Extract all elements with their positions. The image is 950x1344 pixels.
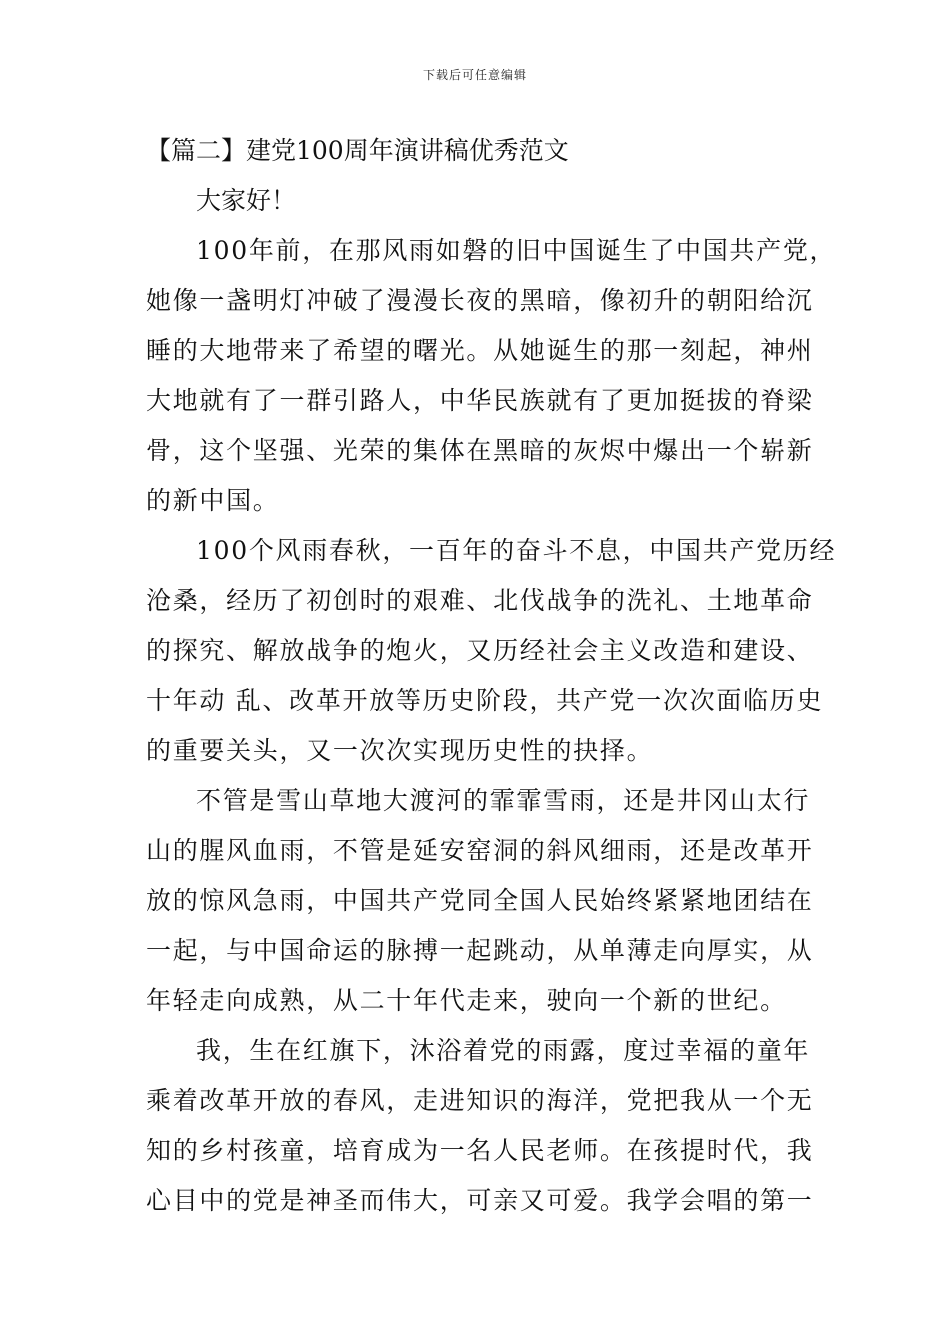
paragraph-line: 年轻走向成熟，从二十年代走来，驶向一个新的世纪。 — [146, 986, 787, 1015]
document-title: 【篇二】建党100周年演讲稿优秀范文 — [146, 136, 569, 165]
paragraph-line: 的重要关头，又一次次实现历史性的抉择。 — [146, 736, 654, 765]
paragraph-line: 的新中国。 — [146, 486, 280, 515]
paragraph-line: 她像一盏明灯冲破了漫漫长夜的黑暗，像初升的朝阳给沉 — [146, 286, 814, 315]
paragraph-1 — [146, 226, 837, 526]
paragraph-line: 的探究、解放战争的炮火，又历经社会主义改造和建设、 — [146, 636, 814, 665]
paragraph-2 — [146, 526, 837, 776]
paragraph-line: 山的腥风血雨，不管是延安窑洞的斜风细雨，还是改革开 — [146, 836, 814, 865]
paragraph-line: 我，生在红旗下，沐浴着党的雨露，度过幸福的童年 — [196, 1036, 811, 1065]
paragraph-line: 骨，这个坚强、光荣的集体在黑暗的灰烬中爆出一个崭新 — [146, 436, 814, 465]
paragraph-line: 知的乡村孩童，培育成为一名人民老师。在孩提时代，我 — [146, 1136, 814, 1165]
paragraph-line: 放的惊风急雨，中国共产党同全国人民始终紧紧地团结在 — [146, 886, 814, 915]
paragraph-line: 100个风雨春秋，一百年的奋斗不息，中国共产党历经 — [196, 536, 837, 565]
greeting: 大家好！ — [196, 186, 297, 215]
paragraph-line: 不管是雪山草地大渡河的霏霏雪雨，还是井冈山太行 — [196, 786, 811, 815]
paragraph-line: 大地就有了一群引路人，中华民族就有了更加挺拔的脊梁 — [146, 386, 814, 415]
header-note: 下载后可任意编辑 — [422, 68, 527, 82]
paragraph-line: 乘着改革开放的春风，走进知识的海洋，党把我从一个无 — [146, 1086, 814, 1115]
paragraph-line: 一起，与中国命运的脉搏一起跳动，从单薄走向厚实，从 — [146, 936, 814, 965]
paragraph-line: 睡的大地带来了希望的曙光。从她诞生的那一刻起，神州 — [146, 336, 814, 365]
paragraph-line: 心目中的党是神圣而伟大，可亲又可爱。我学会唱的第一 — [146, 1186, 814, 1215]
document-body — [146, 126, 837, 1226]
paragraph-line: 十年动 乱、改革开放等历史阶段，共产党一次次面临历史 — [146, 686, 824, 715]
paragraph-3 — [146, 776, 814, 1026]
paragraph-line: 沧桑，经历了初创时的艰难、北伐战争的洗礼、土地革命 — [146, 586, 814, 615]
paragraph-line: 100年前，在那风雨如磐的旧中国诞生了中国共产党， — [196, 236, 837, 265]
paragraph-4 — [146, 1026, 814, 1226]
